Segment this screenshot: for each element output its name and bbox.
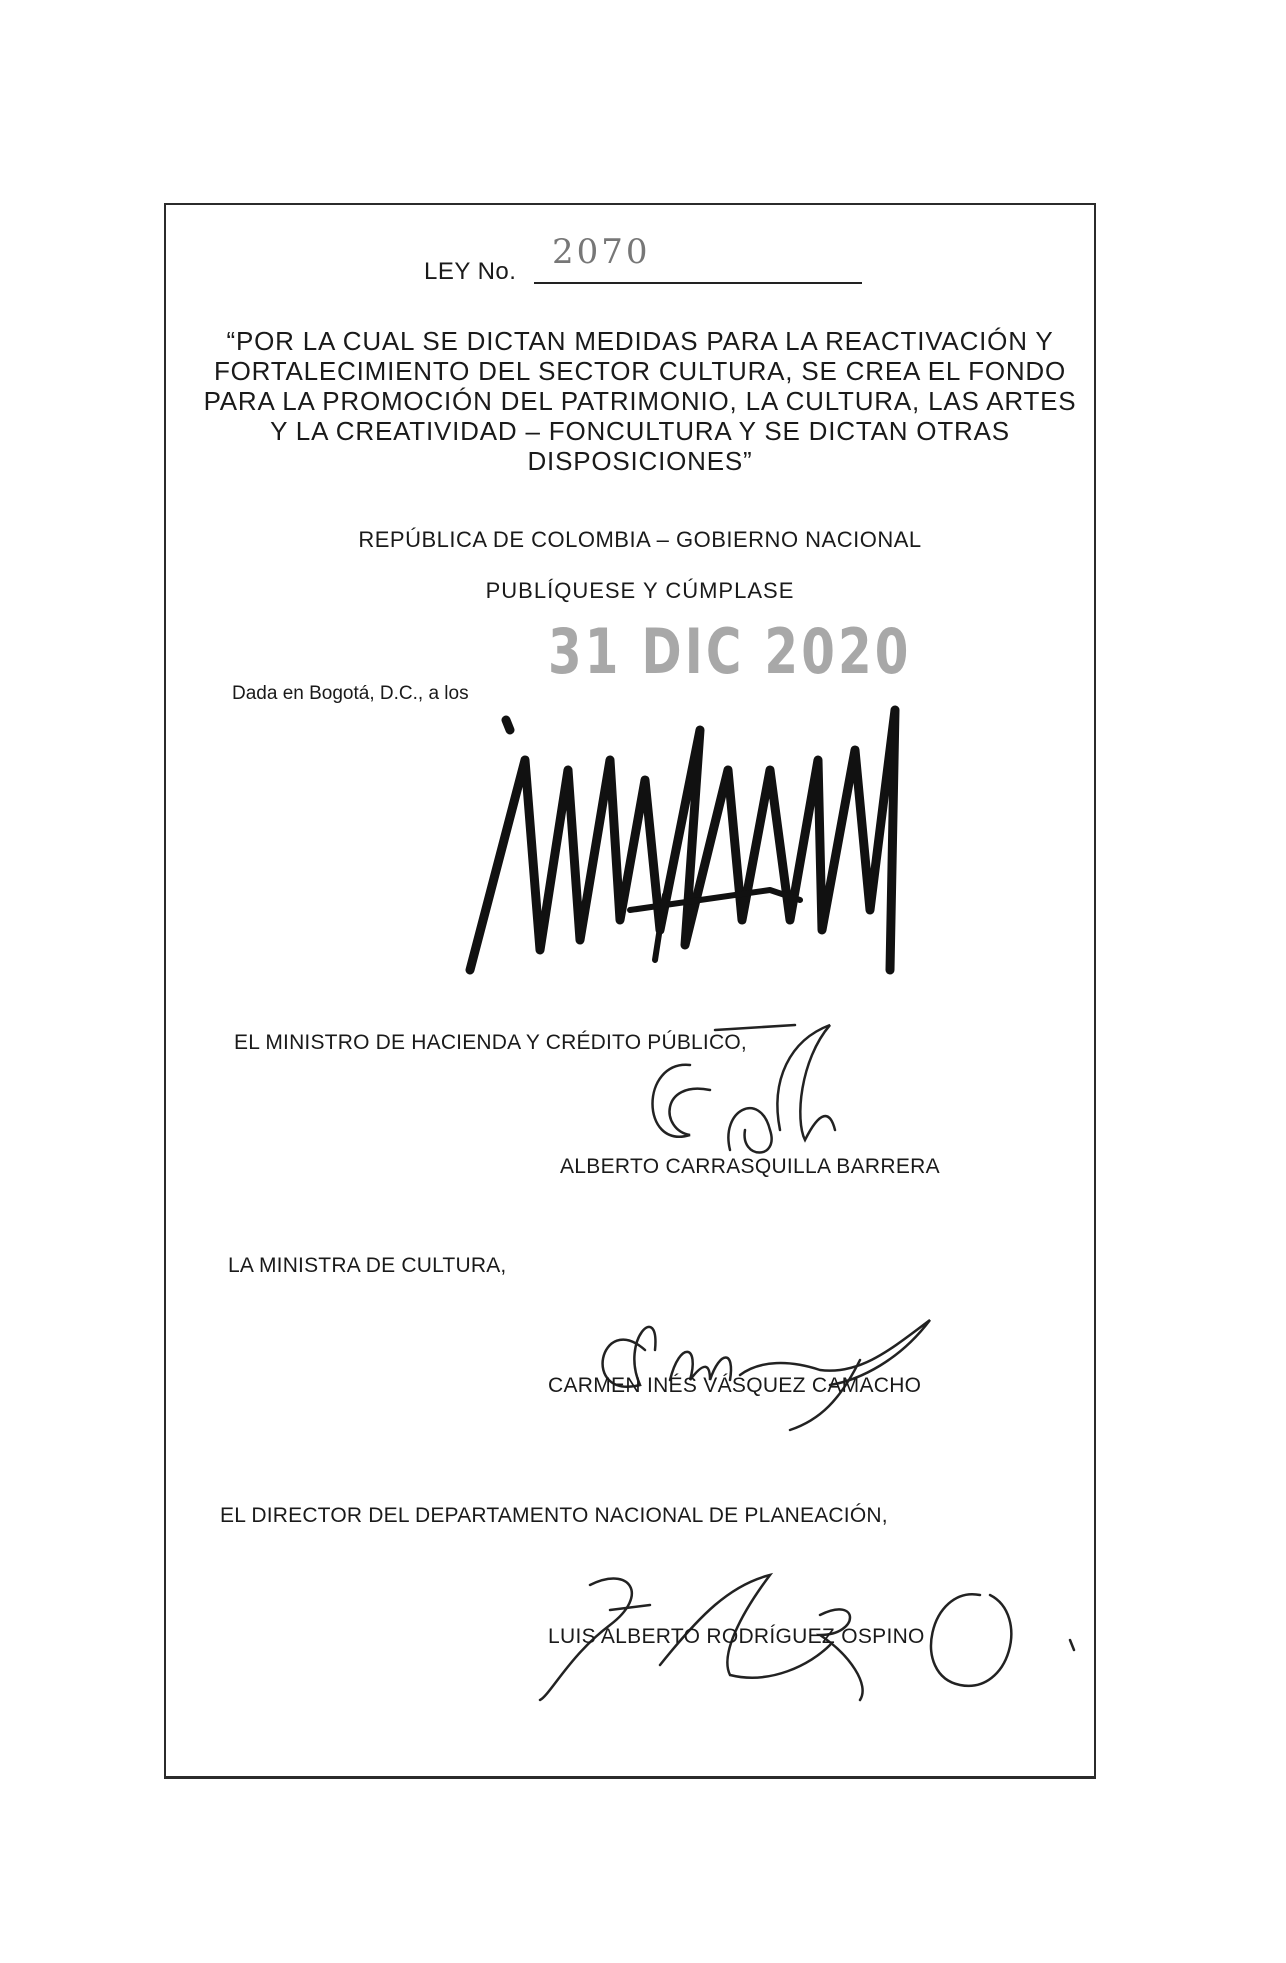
signatory-role-cultura: LA MINISTRA DE CULTURA, (228, 1254, 507, 1277)
signatory-name-planeacion: LUIS ALBERTO RODRÍGUEZ OSPINO (548, 1625, 925, 1648)
ley-label: LEY No. (424, 258, 517, 285)
presidential-signature (450, 690, 1010, 990)
signatory-role-hacienda: EL MINISTRO DE HACIENDA Y CRÉDITO PÚBLICO, (234, 1031, 747, 1054)
ley-number-line (534, 282, 862, 284)
given-in-text: Dada en Bogotá, D.C., a los (232, 683, 469, 704)
date-stamp: 31 DIC 2020 (548, 615, 912, 688)
signatory-role-planeacion: EL DIRECTOR DEL DEPARTAMENTO NACIONAL DE PLANEACIÓN, (220, 1504, 888, 1527)
law-title: “POR LA CUAL SE DICTAN MEDIDAS PARA LA REACTIVACIÓN Y FORTALECIMIENTO DEL SECTOR CULTURA, SE CREA EL FONDO PARA LA PROMOCIÓN DEL PATRIMONIO, LA CULTURA, LAS ARTES Y LA CREATIVIDAD – FONCULTURA Y SE DICTAN OTRAS DISPOSICIONES” (203, 326, 1077, 476)
signature-hacienda (620, 1020, 900, 1170)
signatory-name-cultura: CARMEN INÉS VÁSQUEZ CAMACHO (548, 1374, 922, 1397)
signature-cultura (560, 1290, 960, 1430)
publish-order: PUBLÍQUESE Y CÚMPLASE (485, 578, 795, 603)
ley-number: 2070 (552, 232, 651, 272)
signatory-name-hacienda: ALBERTO CARRASQUILLA BARRERA (560, 1155, 940, 1178)
issuer-line: REPÚBLICA DE COLOMBIA – GOBIERNO NACIONAL (358, 527, 922, 552)
